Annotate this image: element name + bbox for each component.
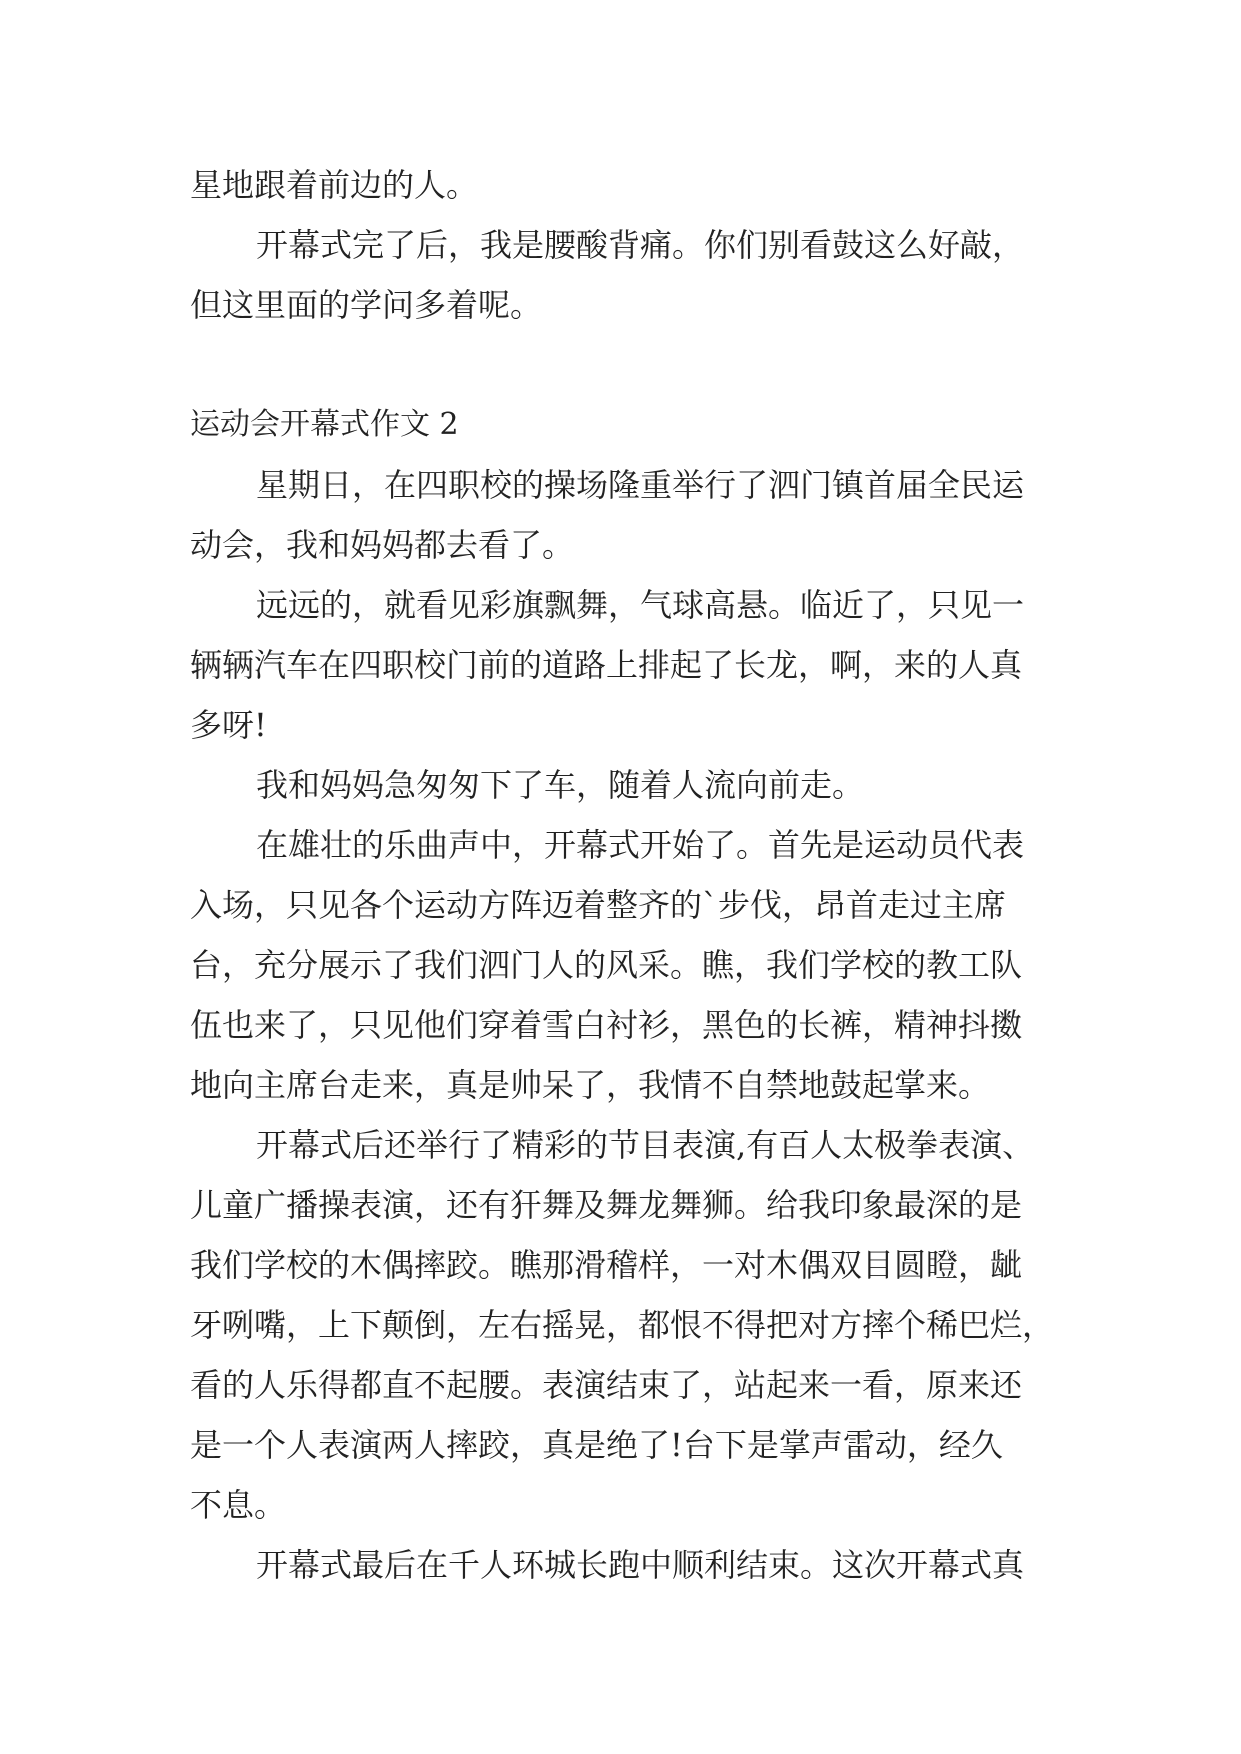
text-line: 多呀! xyxy=(190,706,267,744)
text-line: 儿童广播操表演，还有犴舞及舞龙舞狮。给我印象最深的是 xyxy=(190,1186,1023,1224)
text-line: 动会，我和妈妈都去看了。 xyxy=(190,526,575,564)
paragraph-6 xyxy=(190,1535,1070,1595)
text-line: 在雄壮的乐曲声中，开幕式开始了。首先是运动员代表 xyxy=(256,826,1025,864)
text-line: 台，充分展示了我们泗门人的风采。瞧，我们学校的教工队 xyxy=(190,946,1023,984)
text-line: 开幕式最后在千人环城长跑中顺利结束。这次开幕式真 xyxy=(256,1546,1025,1584)
paragraph-5 xyxy=(190,1115,1070,1535)
text-line: 星地跟着前边的人。 xyxy=(190,166,479,204)
text-line: 星期日，在四职校的操场隆重举行了泗门镇首届全民运 xyxy=(256,466,1025,504)
text-line: 开幕式后还举行了精彩的节目表演,有百人太极拳表演、 xyxy=(256,1126,1035,1164)
text-line: 但这里面的学问多着呢。 xyxy=(190,286,543,324)
text-line: 是一个人表演两人摔跤，真是绝了!台下是掌声雷动，经久 xyxy=(190,1426,1003,1464)
paragraph-3 xyxy=(190,755,1070,815)
text-line: 远远的，就看见彩旗飘舞，气球高悬。临近了，只见一 xyxy=(256,586,1025,624)
paragraph-2 xyxy=(190,575,1070,755)
section-heading: 运动会开幕式作文 2 xyxy=(190,407,459,442)
text-line: 伍也来了，只见他们穿着雪白衬衫，黑色的长裤，精神抖擞 xyxy=(190,1006,1023,1044)
paragraph-4 xyxy=(190,815,1070,1115)
text-line: 地向主席台走来，真是帅呆了，我情不自禁地鼓起掌来。 xyxy=(190,1066,991,1104)
text-line: 辆辆汽车在四职校门前的道路上排起了长龙，啊，来的人真 xyxy=(190,646,1023,684)
text-line: 牙咧嘴，上下颠倒，左右摇晃，都恨不得把对方摔个稀巴烂， xyxy=(190,1306,1055,1344)
document-page xyxy=(190,155,1070,1595)
text-line: 看的人乐得都直不起腰。表演结束了，站起来一看，原来还 xyxy=(190,1366,1023,1404)
paragraph-continued xyxy=(190,155,1070,215)
paragraph-closing xyxy=(190,215,1070,335)
text-line: 开幕式完了后，我是腰酸背痛。你们别看鼓这么好敲， xyxy=(256,226,1025,264)
text-line: 入场，只见各个运动方阵迈着整齐的`步伐，昂首走过主席 xyxy=(190,886,1007,924)
text-line: 我们学校的木偶摔跤。瞧那滑稽样，一对木偶双目圆瞪，龇 xyxy=(190,1246,1023,1284)
text-line: 不息。 xyxy=(190,1486,287,1524)
section-spacer xyxy=(190,335,1070,395)
text-line: 我和妈妈急匆匆下了车，随着人流向前走。 xyxy=(256,766,865,804)
paragraph-1 xyxy=(190,455,1070,575)
